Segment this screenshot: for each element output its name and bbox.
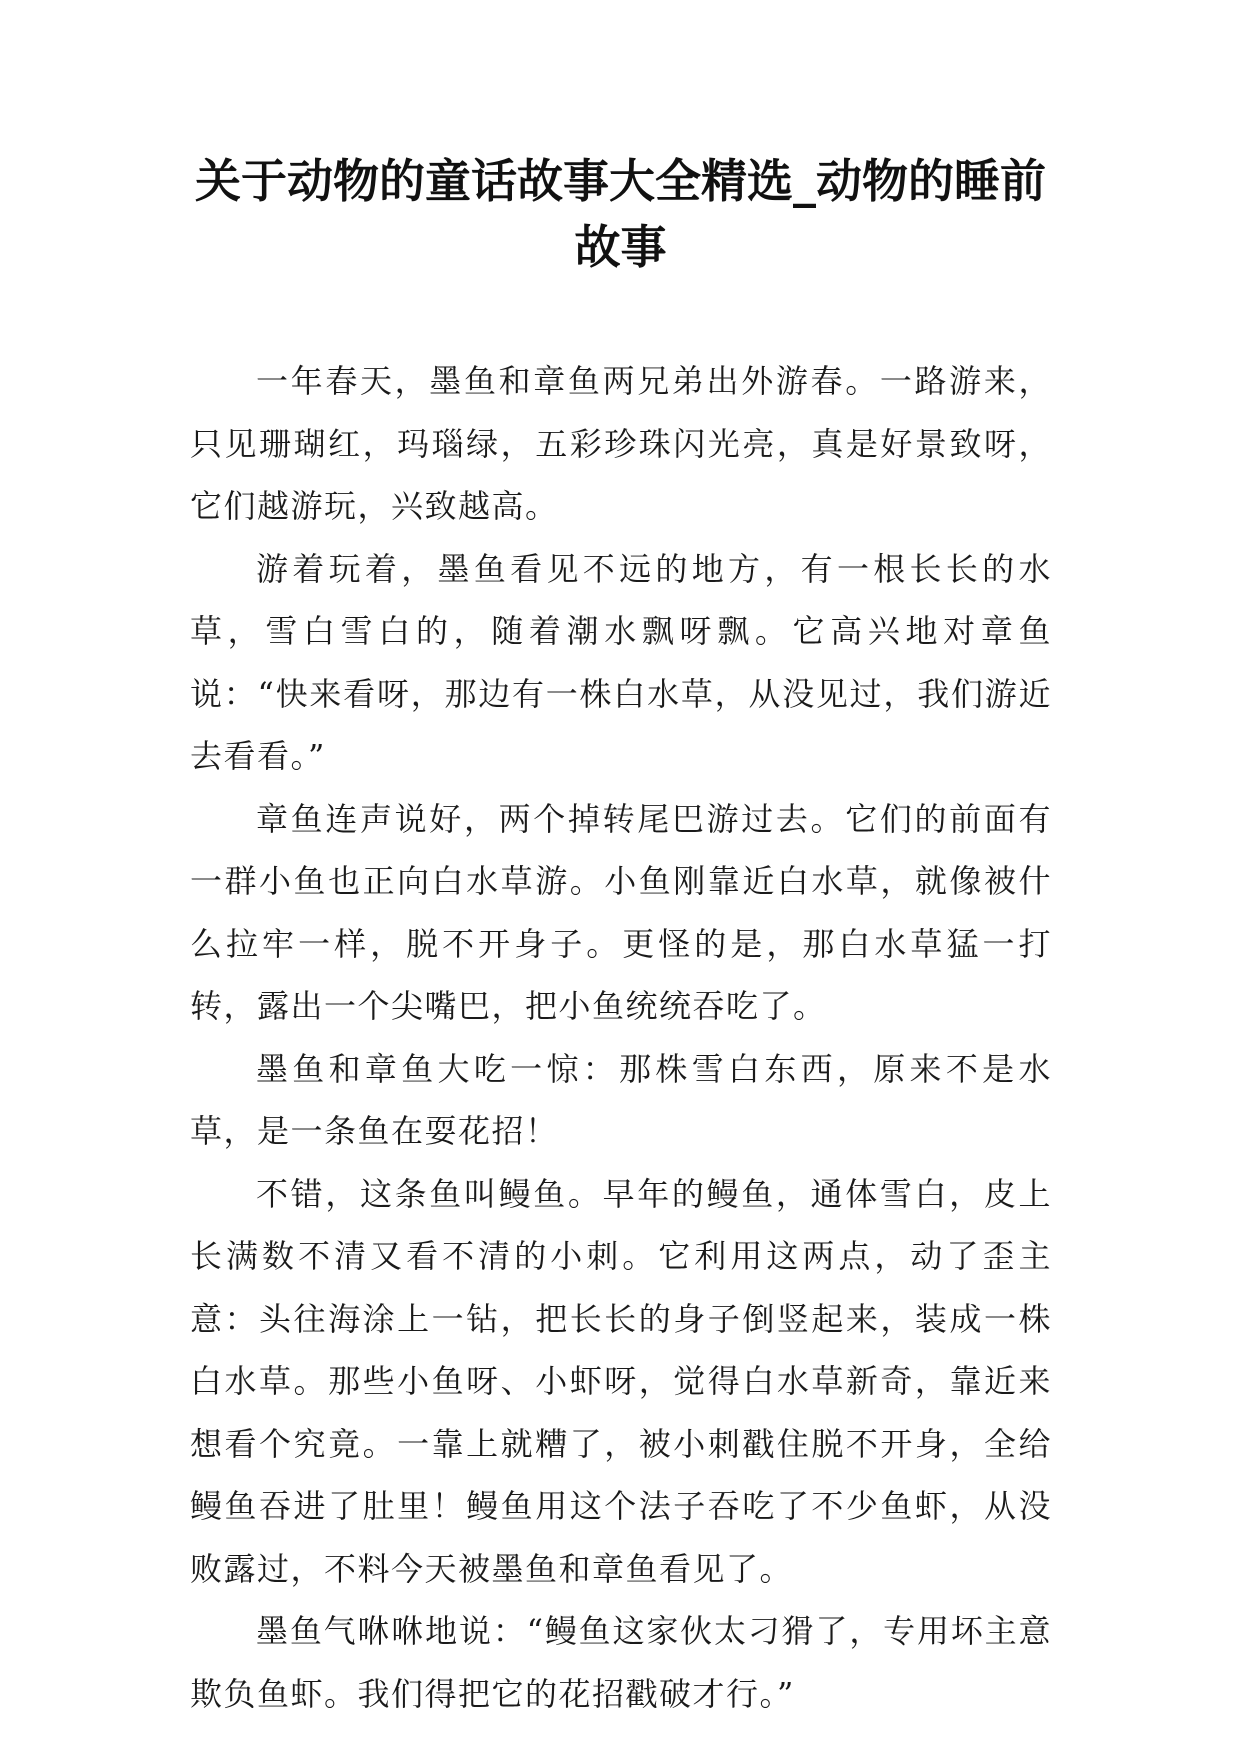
paragraph-1: 一年春天，墨鱼和章鱼两兄弟出外游春。一路游来，只见珊瑚红，玛瑙绿，五彩珍珠闪光亮，真是好景致呀，它们越游玩，兴致越高。	[190, 362, 1052, 525]
paragraph-5: 不错，这条鱼叫鳗鱼。早年的鳗鱼，通体雪白，皮上长满数不清又看不清的小刺。它利用这两点，动了歪主意：头往海涂上一钻，把长长的身子倒竖起来，装成一株白水草。那些小鱼呀、小虾呀，觉得白水草新奇，靠近来想看个究竟。一靠上就糟了，被小刺戳住脱不开身，全给鳗鱼吞进了肚里！鳗鱼用这个法子吞吃了不少鱼虾，从没败露过，不料今天被墨鱼和章鱼看见了。	[190, 1174, 1052, 1588]
paragraph-2: 游着玩着，墨鱼看见不远的地方，有一根长长的水草，雪白雪白的，随着潮水飘呀飘。它高兴地对章鱼说：“快来看呀，那边有一株白水草，从没见过，我们游近去看看。”	[190, 549, 1052, 775]
title-line-1: 关于动物的童话故事大全精选_动物的睡前	[195, 154, 1046, 208]
paragraph-6: 墨鱼气咻咻地说：“鳗鱼这家伙太刁猾了，专用坏主意欺负鱼虾。我们得把它的花招戳破才行。”	[190, 1612, 1052, 1713]
paragraph-3: 章鱼连声说好，两个掉转尾巴游过去。它们的前面有一群小鱼也正向白水草游。小鱼刚靠近白水草，就像被什么拉牢一样，脱不开身子。更怪的是，那白水草猛一打转，露出一个尖嘴巴，把小鱼统统吞吃了。	[190, 799, 1052, 1025]
paragraph-4: 墨鱼和章鱼大吃一惊：那株雪白东西，原来不是水草，是一条鱼在耍花招！	[190, 1049, 1052, 1150]
document-title	[150, 148, 1091, 280]
document-body	[190, 350, 1052, 1725]
title-line-2: 故事	[574, 220, 667, 274]
